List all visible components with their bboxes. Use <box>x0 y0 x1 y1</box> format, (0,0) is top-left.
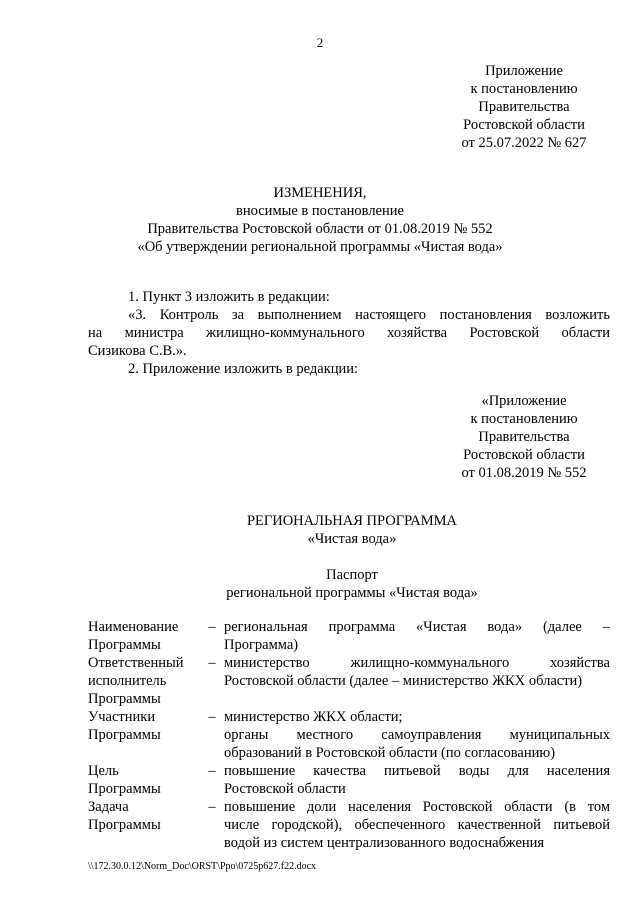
approval-stamp-current <box>440 62 608 152</box>
passport-row-participants <box>88 708 610 762</box>
label-line: Программы <box>88 637 161 653</box>
amendment-item-1: 1. Пункт 3 изложить в редакции: <box>128 289 330 305</box>
row-value <box>224 654 610 708</box>
approval-line: Ростовской области <box>463 117 585 133</box>
amendments-section <box>88 288 610 378</box>
passport-title: Паспорт <box>326 567 378 583</box>
row-dash: – <box>208 799 216 815</box>
amendment-text: на министра жилищно-коммунального хозяйства Ростовской области <box>88 325 610 341</box>
passport-row-name <box>88 618 610 654</box>
approval-line: от 25.07.2022 № 627 <box>461 135 587 151</box>
label-line: Программы <box>88 817 161 833</box>
changes-heading <box>0 184 640 256</box>
label-line: Участники <box>88 709 156 725</box>
value-line: Ростовской области <box>224 781 346 797</box>
value-line: повышение доли населения Ростовской области (в том <box>224 799 610 815</box>
approval-line: к постановлению <box>470 411 578 427</box>
program-heading <box>0 512 640 548</box>
row-value <box>224 708 610 762</box>
value-line: министерство жилищно-коммунального хозяйства <box>224 655 610 671</box>
label-line: Программы <box>88 691 161 707</box>
label-line: Задача <box>88 799 129 815</box>
value-line: числе городской), обеспеченного качественной питьевой <box>224 817 610 833</box>
row-value <box>224 798 610 852</box>
value-line: Ростовской области (далее – министерство ЖКХ области) <box>224 673 583 689</box>
amendment-text: Сизикова С.В.». <box>88 343 187 359</box>
amendment-text: «3. Контроль за выполнением настоящего постановления возложить <box>128 307 610 323</box>
amendment-item-2: 2. Приложение изложить в редакции: <box>128 361 359 377</box>
row-dash: – <box>208 709 216 725</box>
program-title: РЕГИОНАЛЬНАЯ ПРОГРАММА <box>246 513 458 529</box>
row-label <box>88 654 200 708</box>
changes-subtitle: вносимые в постановление <box>236 203 404 219</box>
program-subtitle: «Чистая вода» <box>307 531 397 547</box>
passport-table <box>88 618 610 852</box>
passport-heading <box>0 566 640 602</box>
passport-subtitle: региональной программы «Чистая вода» <box>226 585 478 601</box>
approval-line: Приложение <box>485 63 563 79</box>
approval-line: Правительства <box>478 429 570 445</box>
passport-row-executor <box>88 654 610 708</box>
label-line: Ответственный <box>88 655 184 671</box>
value-line: образований в Ростовской области (по согласованию) <box>224 745 556 761</box>
passport-row-task <box>88 798 610 852</box>
approval-line: «Приложение <box>481 393 567 409</box>
changes-title: ИЗМЕНЕНИЯ, <box>273 185 367 201</box>
value-line: органы местного самоуправления муниципальных <box>224 727 610 743</box>
row-label <box>88 798 200 852</box>
page-number: 2 <box>316 35 324 50</box>
label-line: Программы <box>88 781 161 797</box>
label-line: Наименование <box>88 619 179 635</box>
approval-line: Ростовской области <box>463 447 585 463</box>
row-dash: – <box>208 763 216 779</box>
value-line: Программа) <box>224 637 299 653</box>
file-path-footer: \\172.30.0.12\Norm_Doc\ORST\Ppo\0725p627.f22.docx <box>88 861 317 872</box>
row-value <box>224 618 610 654</box>
row-label <box>88 708 200 762</box>
value-line: региональная программа «Чистая вода» (далее – <box>224 619 610 635</box>
approval-line: Правительства <box>478 99 570 115</box>
row-label <box>88 618 200 654</box>
value-line: водой из систем централизованного водоснабжения <box>224 835 545 851</box>
passport-row-goal <box>88 762 610 798</box>
value-line: повышение качества питьевой воды для населения <box>224 763 610 779</box>
changes-subtitle: Правительства Ростовской области от 01.08.2019 № 552 <box>147 221 493 237</box>
label-line: исполнитель <box>88 673 167 689</box>
approval-stamp-original <box>440 392 608 482</box>
changes-subtitle: «Об утверждении региональной программы «Чистая вода» <box>137 239 503 255</box>
approval-line: к постановлению <box>470 81 578 97</box>
row-dash: – <box>208 619 216 635</box>
row-label <box>88 762 200 798</box>
row-value <box>224 762 610 798</box>
approval-line: от 01.08.2019 № 552 <box>461 465 587 481</box>
label-line: Цель <box>88 763 119 779</box>
label-line: Программы <box>88 727 161 743</box>
row-dash: – <box>208 655 216 671</box>
value-line: министерство ЖКХ области; <box>224 709 403 725</box>
